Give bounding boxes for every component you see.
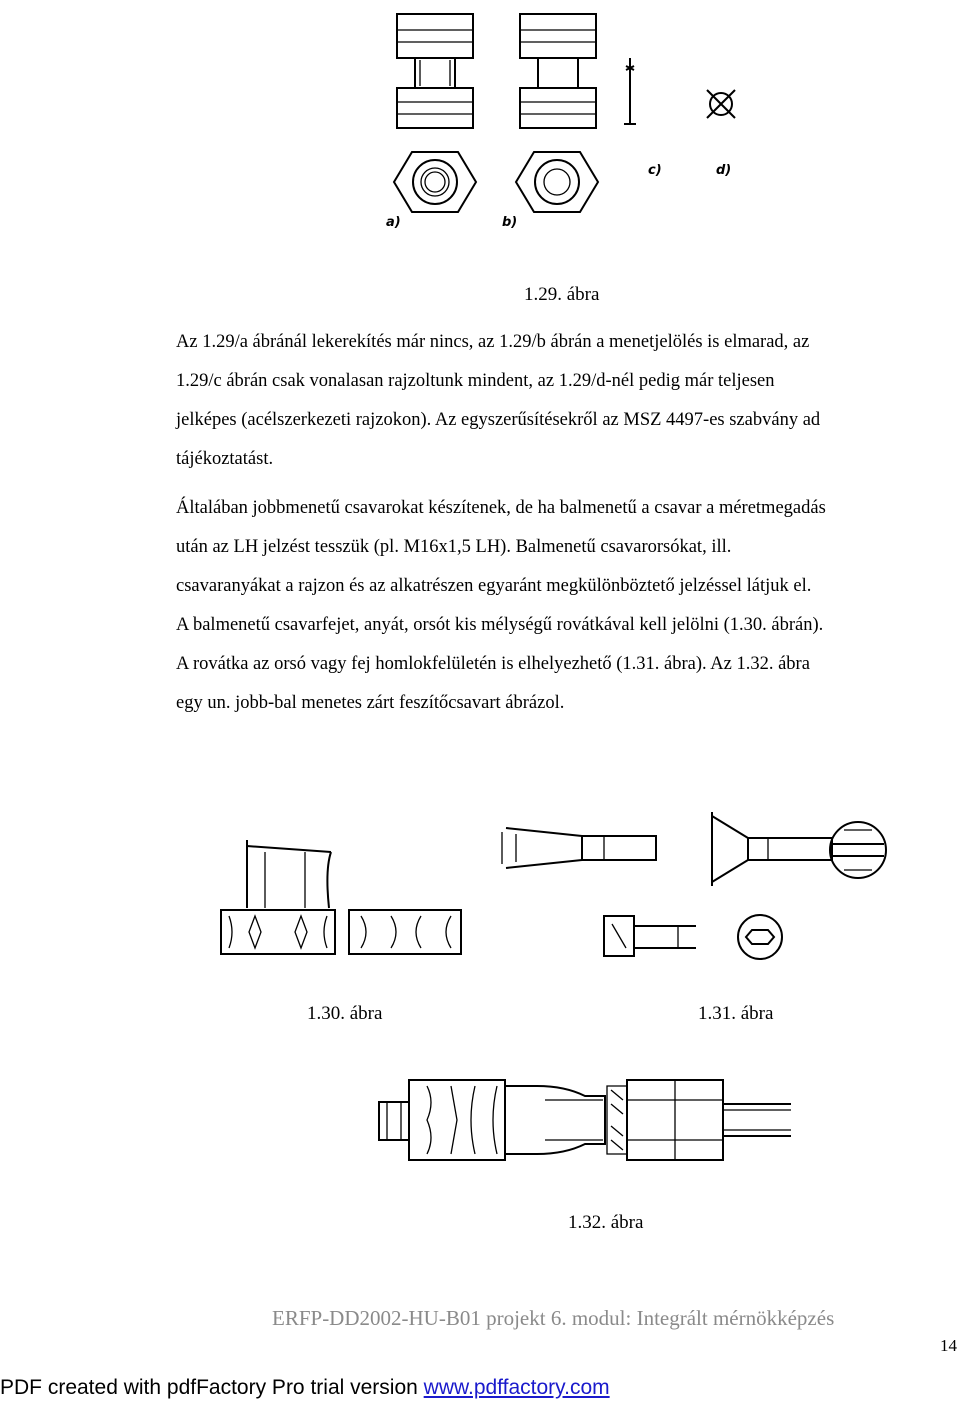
paragraph-line: csavaranyákat a rajzon és az alkatrészen egyaránt megkülönböztető jelzéssel látjuk el. (176, 576, 812, 596)
countersunk-screw (712, 812, 832, 886)
label-c: c) (648, 163, 662, 178)
figure-1-32-drawing (375, 1060, 795, 1180)
page-number: 14 (940, 1336, 957, 1355)
bolt-c-line-view (624, 58, 636, 124)
turnbuckle-body (505, 1086, 627, 1154)
bolt-d-symbol (707, 90, 735, 118)
paragraph-line: A balmenetű csavarfejet, anyát, orsót kis mélységű rovátkával kell jelölni (1.30. ábrán). (176, 615, 824, 635)
paragraph-line: jelképes (acélszerkezeti rajzokon). Az egyszerűsítésekről az MSZ 4497-es szabvány ad (176, 410, 821, 430)
turnbuckle-left-end (379, 1102, 409, 1140)
paragraph-line: egy un. jobb-bal menetes zárt feszítőcsavart ábrázol. (176, 693, 565, 713)
paragraph-1 (176, 323, 820, 479)
paragraph-line: Az 1.29/a ábránál lekerekítés már nincs, az 1.29/b ábrán a menetjelölés is elmarad, az (176, 332, 810, 352)
bolt-b-side-view (520, 14, 596, 128)
paragraph-line: tájékoztatást. (176, 449, 274, 469)
label-a: a) (386, 215, 401, 230)
footer-project-text: ERFP-DD2002-HU-B01 projekt 6. modul: Integrált mérnökképzés (272, 1306, 835, 1330)
nut-a-top-view (394, 152, 476, 212)
label-b: b) (502, 215, 518, 230)
paragraph-line: Általában jobbmenetű csavarokat készítenek, de ha balmenetű a csavar a méretmegadás (176, 498, 826, 518)
caption-figure-1-32: 1.32. ábra (568, 1212, 644, 1233)
pdffactory-link[interactable]: www.pdffactory.com (423, 1376, 610, 1399)
paragraph-line: után az LH jelzést tesszük (pl. M16x1,5 LH). Balmenetű csavarorsókat, ill. (176, 537, 732, 557)
figure-1-30-drawing (215, 830, 475, 970)
label-d: d) (716, 163, 732, 178)
turnbuckle-right-nut (627, 1080, 723, 1160)
hex-socket-top-view (738, 915, 782, 959)
paragraph-2 (176, 489, 826, 723)
nut-with-grooves-right (349, 910, 461, 954)
socket-head-screw (604, 916, 696, 956)
nut-with-grooves-left (221, 910, 335, 954)
caption-figure-1-30: 1.30. ábra (307, 1003, 383, 1024)
nut-b-top-view (516, 152, 598, 212)
bolt-with-groove (247, 840, 331, 908)
turnbuckle-left-nut (409, 1080, 505, 1160)
bolt-a-side-view (397, 14, 473, 128)
figure-1-29-drawing (370, 0, 770, 240)
tapered-screw (502, 828, 656, 868)
pdf-banner-text: PDF created with pdfFactory Pro trial version (0, 1376, 424, 1399)
paragraph-line: 1.29/c ábrán csak vonalasan rajzoltunk mindent, az 1.29/d-nél pedig már teljesen (176, 371, 775, 391)
paragraph-line: A rovátka az orsó vagy fej homlokfelületén is elhelyezhető (1.31. ábra). Az 1.32. ábra (176, 654, 810, 674)
pdf-creator-banner (0, 1376, 610, 1400)
caption-figure-1-31: 1.31. ábra (698, 1003, 774, 1024)
caption-figure-1-29: 1.29. ábra (524, 284, 600, 305)
figure-1-31-drawing (500, 806, 900, 986)
turnbuckle-right-rod (723, 1104, 791, 1136)
slotted-head-top-view (830, 822, 886, 878)
